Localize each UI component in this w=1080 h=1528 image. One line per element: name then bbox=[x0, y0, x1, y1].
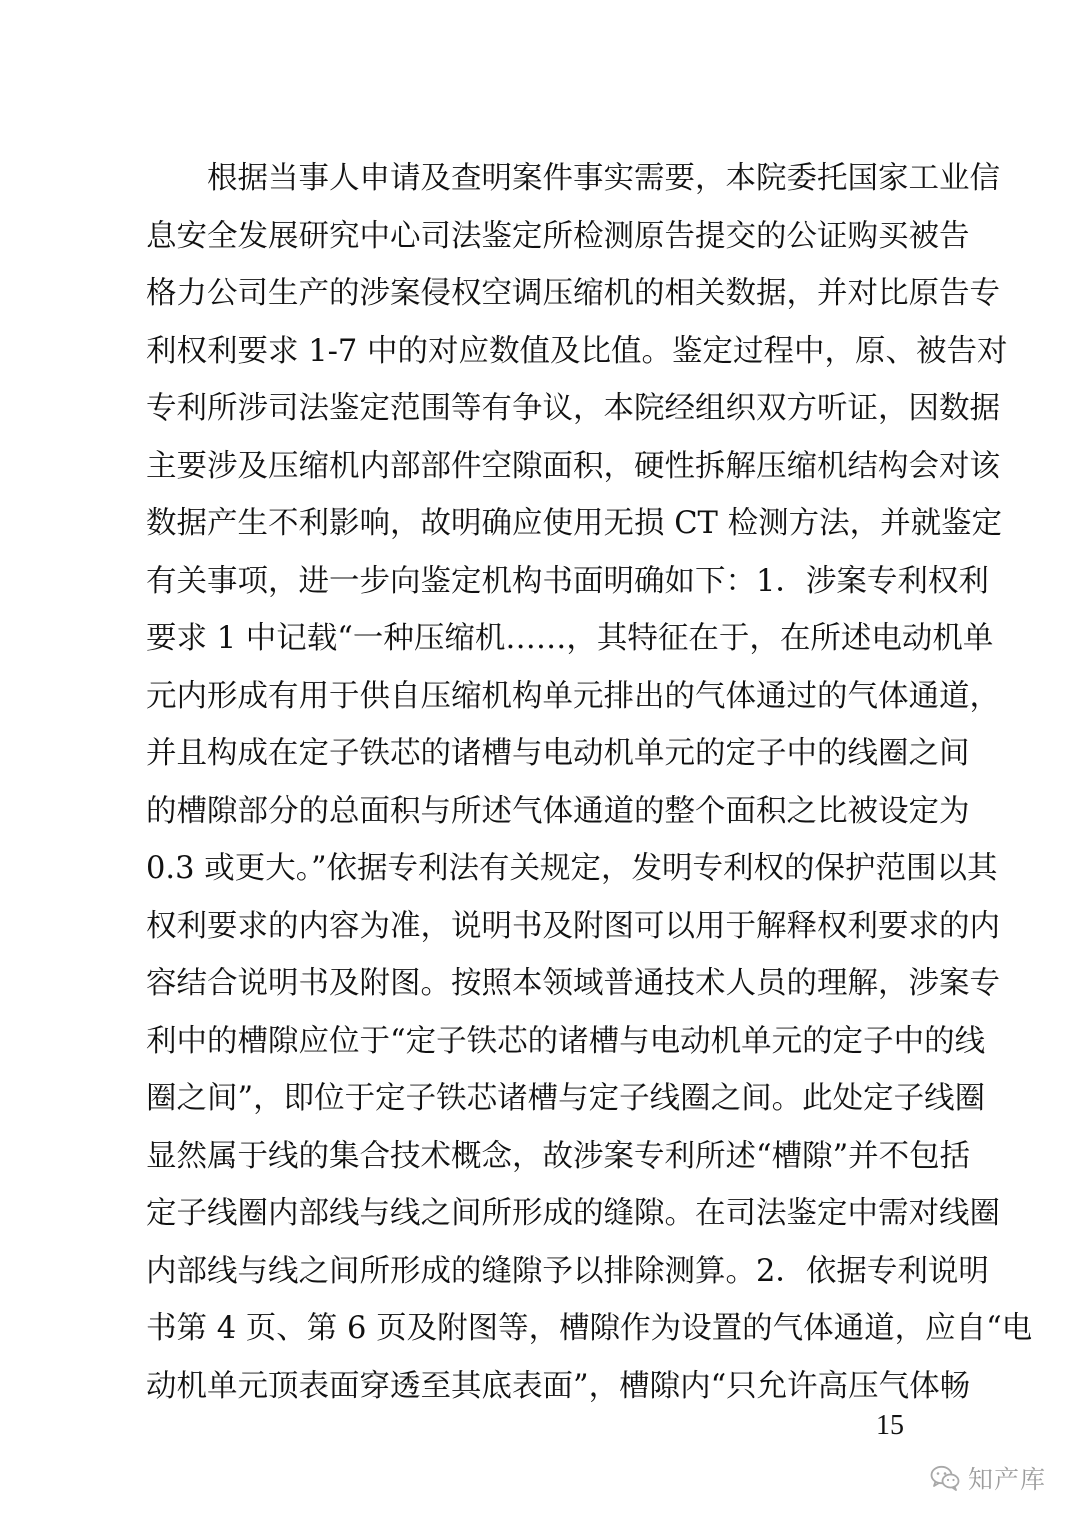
text-line: 0.3 或更大。”依据专利法有关规定，发明专利权的保护范围以其 bbox=[146, 851, 998, 886]
text-line: 圈之间”，即位于定子铁芯诸槽与定子线圈之间。此处定子线圈 bbox=[146, 1081, 986, 1116]
text-line: 利中的槽隙应位于“定子铁芯的诸槽与电动机单元的定子中的线 bbox=[146, 1023, 986, 1059]
text-line: 息安全发展研究中心司法鉴定所检测原告提交的公证购买被告 bbox=[146, 218, 970, 254]
text-line: 要求 1 中记载“一种压缩机……，其特征在于，在所述电动机单 bbox=[146, 621, 994, 656]
text-line: 权利要求的内容为准，说明书及附图可以用于解释权利要求的内 bbox=[146, 908, 1000, 944]
watermark-text: 知产库 bbox=[967, 1465, 1046, 1494]
text-line: 显然属于线的集合技术概念，故涉案专利所述“槽隙”并不包括 bbox=[146, 1138, 971, 1174]
wechat-icon bbox=[930, 1465, 960, 1491]
text-line: 并且构成在定子铁芯的诸槽与电动机单元的定子中的线圈之间 bbox=[146, 736, 970, 771]
text-line: 根据当事人申请及查明案件事实需要，本院委托国家工业信 bbox=[207, 161, 1000, 196]
text-line: 利权利要求 1-7 中的对应数值及比值。鉴定过程中，原、被告对 bbox=[146, 333, 1008, 369]
text-line: 专利所涉司法鉴定范围等有争议，本院经组织双方听证，因数据 bbox=[146, 391, 1000, 426]
text-line: 主要涉及压缩机内部部件空隙面积，硬性拆解压缩机结构会对该 bbox=[146, 448, 1000, 484]
text-line: 有关事项，进一步向鉴定机构书面明确如下：1．涉案专利权利 bbox=[146, 563, 989, 599]
text-line: 的槽隙部分的总面积与所述气体通道的整个面积之比被设定为 bbox=[146, 793, 970, 829]
text-line: 书第 4 页、第 6 页及附图等，槽隙作为设置的气体通道，应自“电 bbox=[146, 1311, 1033, 1346]
judgment-body-text bbox=[146, 150, 1033, 1415]
text-line: 定子线圈内部线与线之间所形成的缝隙。在司法鉴定中需对线圈 bbox=[146, 1196, 1000, 1231]
text-line: 容结合说明书及附图。按照本领域普通技术人员的理解，涉案专 bbox=[146, 966, 1000, 1001]
watermark bbox=[930, 1460, 1046, 1496]
text-line: 元内形成有用于供自压缩机构单元排出的气体通过的气体通道， bbox=[146, 678, 1000, 714]
text-line: 格力公司生产的涉案侵权空调压缩机的相关数据，并对比原告专 bbox=[146, 276, 1000, 311]
page-number: 15 bbox=[876, 1410, 904, 1441]
text-line: 动机单元顶表面穿透至其底表面”，槽隙内“只允许高压气体畅 bbox=[146, 1368, 971, 1404]
text-line: 内部线与线之间所形成的缝隙予以排除测算。2．依据专利说明 bbox=[146, 1253, 989, 1289]
text-line: 数据产生不利影响，故明确应使用无损 CT 检测方法，并就鉴定 bbox=[146, 506, 1003, 541]
